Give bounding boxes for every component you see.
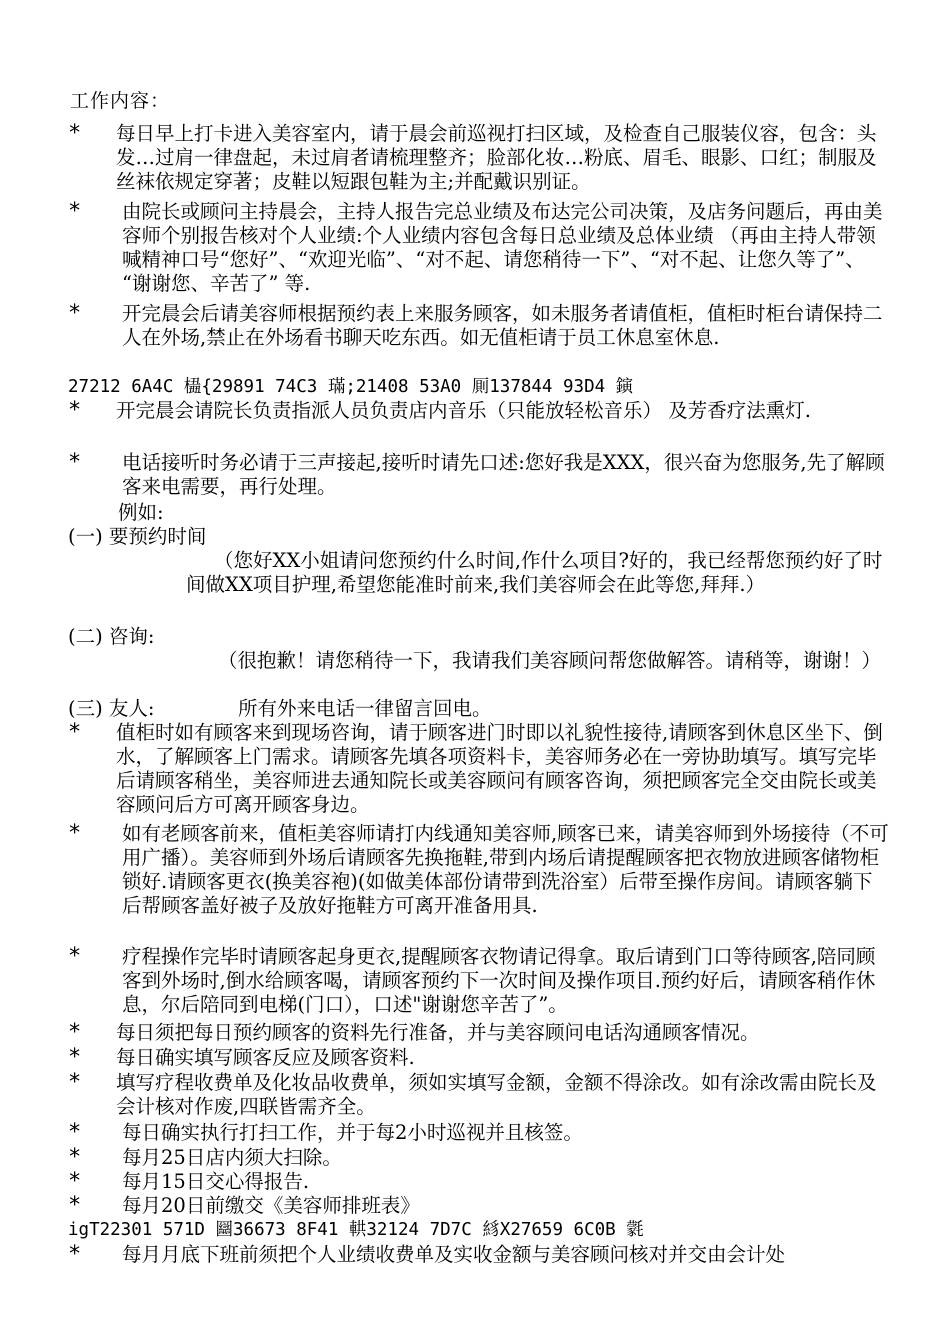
list-item: [68, 1121, 890, 1145]
example-heading: (二) 咨询:: [68, 625, 155, 648]
list-item-text: 每月15日交心得报告.: [122, 1170, 310, 1193]
list-item: [68, 451, 890, 499]
list-item: [68, 1021, 890, 1045]
list-item-text: 疗程操作完毕时请顾客起身更衣,提醒顾客衣物请记得拿。取后请到门口等待顾客,陪同顾客到外场时,倒水给顾客喝，请顾客预约下一次时间及操作项目.预约好后，请顾客稍作休息，尔后陪同到电梯(门口），口述"谢谢您辛苦了”。: [122, 945, 876, 1016]
bullet-star-icon: *: [68, 199, 82, 224]
example-label: 例如:: [118, 501, 164, 524]
list-item-text: 值柜时如有顾客来到现场咨询，请于顾客进门时即以礼貌性接待,请顾客到休息区坐下、倒水，了解顾客上门需求。请顾客先填各项资料卡，美容师务必在一旁协助填写。填写完毕后请顾客稍坐，美容师进去通知院长或美容顾问有顾客咨询，须把顾客完全交由院长或美容顾问后方可离开顾客身边。: [116, 721, 883, 816]
list-item-text: 每日确实填写顾客反应及顾客资料.: [116, 1046, 415, 1069]
bullet-star-icon: *: [68, 121, 82, 146]
list-item: [68, 302, 890, 374]
example-heading: (三) 友人:: [68, 697, 155, 720]
bullet-star-icon: *: [68, 821, 82, 846]
list-item-text: 电话接听时务必请于三声接起,接听时请先口述:您好我是XXX，很兴奋为您服务,先了解顾客来电需要，再行处理。: [122, 451, 885, 498]
bullet-star-icon: *: [68, 398, 82, 423]
list-item-text: 每日早上打卡进入美容室内，请于晨会前巡视打扫区域，及检查自己服装仪容，包含：头发…过肩一律盘起，未过肩者请梳理整齐；脸部化妆…粉底、眉毛、眼影、口红；制服及丝袜依规定穿著；皮鞋以短跟包鞋为主;并配戴识别证。: [116, 122, 877, 193]
example-content: （很抱歉！请您稍待一下，我请我们美容顾问帮您做解答。请稍等，谢谢！）: [218, 649, 882, 672]
list-item: [68, 1243, 890, 1267]
list-item-text: 每月月底下班前须把个人业绩收费单及实收金额与美容顾问核对并交由会计处: [122, 1243, 786, 1266]
encoded-text-line: 27212 6A4C 橻{29891 74C3 璊;21408 53A0 厠137844 93D4 鏔: [68, 377, 634, 397]
bullet-star-icon: *: [68, 1169, 82, 1194]
list-item-text: 每日须把每日预约顾客的资料先行准备，并与美容顾问电话沟通顾客情况。: [116, 1021, 760, 1044]
list-item: [68, 822, 890, 942]
bullet-star-icon: *: [68, 1020, 82, 1045]
bullet-star-icon: *: [68, 1145, 82, 1170]
list-item: [68, 1170, 890, 1194]
bullet-star-icon: *: [68, 1045, 82, 1070]
list-item: [68, 945, 890, 1017]
bullet-star-icon: *: [68, 720, 82, 745]
encoded-text-line: igT22301 571D 圝36673 8F41 輁32124 7D7C 絼X27659 6C0B 氋: [68, 1220, 644, 1240]
bullet-star-icon: *: [68, 1120, 82, 1145]
bullet-star-icon: *: [68, 1070, 82, 1095]
list-item: [68, 1071, 890, 1119]
list-item-text: 开完晨会请院长负责指派人员负责店内音乐（只能放轻松音乐） 及芳香疗法熏灯.: [116, 399, 811, 422]
example-content: （您好XX小姐请问您预约什么时间,作什么项目?好的，我已经帮您预约好了时间做XX项目护理,希望您能准时前来,我们美容师会在此等您,拜拜.）: [186, 549, 883, 596]
list-item: [68, 122, 890, 194]
list-item-text: 填写疗程收费单及化妆品收费单，须如实填写金额，金额不得涂改。如有涂改需由院长及会计核对作废,四联皆需齐全。: [116, 1071, 877, 1118]
list-item: [68, 399, 890, 447]
list-item-text: 开完晨会后请美容师根据预约表上来服务顾客，如未服务者请值柜，值柜时柜台请保持二人在外场,禁止在外场看书聊天吃东西。如无值柜请于员工休息室休息.: [122, 302, 883, 349]
list-item: [68, 1146, 890, 1170]
bullet-star-icon: *: [68, 301, 82, 326]
list-item: [68, 1046, 890, 1070]
bullet-star-icon: *: [68, 944, 82, 969]
example-heading: (一) 要预约时间: [68, 525, 207, 548]
list-item: [68, 721, 890, 817]
section-heading: 工作内容：: [70, 90, 171, 112]
list-item: [68, 1194, 890, 1218]
list-item-text: 每月20日前缴交《美容师排班表》: [122, 1194, 420, 1217]
list-item-text: 如有老顾客前来，值柜美容师请打内线通知美容师,顾客已来，请美容师到外场接待（不可用广播）。美容师到外场后请顾客先换拖鞋,带到内场后请提醒顾客把衣物放进顾客储物柜锁好.请顾客更衣(换美容袍)(如做美体部份请带到洗浴室）后带至操作房间。请顾客躺下后帮顾客盖好被子及放好拖鞋方可离开准备用具.: [122, 822, 889, 917]
list-item: [68, 200, 890, 296]
list-item-text: 每日确实执行打扫工作，并于每2小时巡视并且核签。: [122, 1121, 583, 1144]
bullet-star-icon: *: [68, 1193, 82, 1218]
list-item-text: 每月25日店内须大扫除。: [122, 1146, 342, 1169]
list-item-text: 由院长或顾问主持晨会，主持人报告完总业绩及布达完公司决策，及店务问题后，再由美容师个别报告核对个人业绩:个人业绩内容包含每日总业绩及总体业绩 （再由主持人带领喊精神口号“您好”、“欢迎光临”、“对不起、请您稍待一下”、“对不起、让您久等了”、 “谢谢您、辛苦了” 等.: [122, 200, 883, 295]
bullet-star-icon: *: [68, 450, 82, 475]
example-content: 所有外来电话一律留言回电。: [238, 697, 492, 720]
bullet-star-icon: *: [68, 1242, 82, 1267]
